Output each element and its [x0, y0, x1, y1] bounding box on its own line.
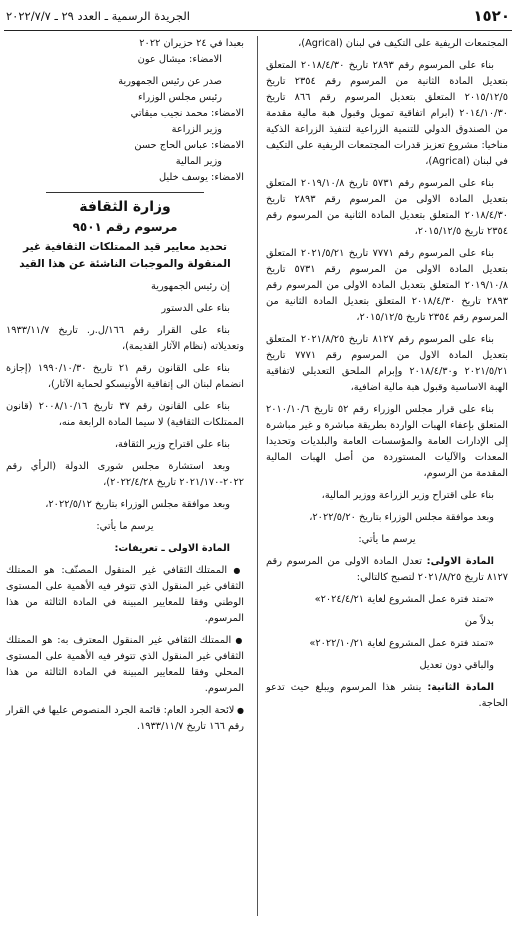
article-1 [266, 554, 508, 586]
decrees-line: يرسم ما يأتي: [96, 521, 154, 532]
instead-line: بدلاً من [464, 616, 494, 627]
paragraph: وبعد موافقة مجلس الوزراء بتاريخ ٢٠٢٢/٥/١٢، [45, 499, 230, 510]
journal-title: الجريدة الرسمية ـ العدد ٢٩ ـ ٢٠٢٢/٧/٧ [6, 9, 190, 23]
article-2-text: ينشر هذا المرسوم ويبلغ حيث تدعو الحاجة. [266, 682, 508, 709]
article-1-text: تعدل المادة الاولى من المرسوم رقم ٨١٢٧ تاريخ ٢٠٢١/٨/٢٥ لتصبح كالتالي: [266, 556, 508, 583]
pm-title: رئيس مجلس الوزراء [138, 92, 222, 103]
fin-title: وزير المالية [175, 156, 222, 167]
agri-title: وزير الزراعة [171, 124, 222, 135]
rest-line: والباقي دون تعديل [419, 660, 494, 671]
paragraph: بناء على قرار مجلس الوزراء رقم ٥٢ تاريخ ٢٠١٠/١٠/٦ المتعلق بإعفاء الهبات الواردة بطريقة مباشرة و غير مباشرة إلى الإدارات العامة والمؤسسات العامة والبلديات وتحديدا المعدات والآليات المستوردة من أصل الهبات المالية المقدمة من الرسوم، [266, 404, 508, 479]
decree-title: تحديد معايير قيد الممتلكات الثقافية غير المنقولة والموجبات الناشئة عن هذا القيد [19, 241, 231, 270]
signature-president: الامضاء: ميشال عون [137, 54, 222, 65]
paragraph: بناء على المرسوم رقم ٧٧٧١ تاريخ ٢٠٢١/٥/٢١ المتعلق بتعديل المادة الاولى من المرسوم رقم ٥٧٣١ تاريخ ٢٠١٩/١٠/٨ المتعلق بتعديل المادة الاولى من المرسوم رقم ٢٨٩٣ تاريخ ٢٠١٨/٤/٣٠ المتعلق بتعديل المادة الثانية من المرسوم رقم ٢٣٥٤ تاريخ ٢٠١٥/١٢/٥، [266, 248, 509, 323]
column-divider [257, 36, 258, 916]
paragraph: بناء على المرسوم رقم ٥٧٣١ تاريخ ٢٠١٩/١٠/٨ المتعلق بتعديل المادة الاولى من المرسوم رقم ٢٨٩٣ تاريخ ٢٠١٨/٤/٣٠ المتعلق بتعديل المادة الثانية من المرسوم رقم ٢٣٥٤ تاريخ ٢٠١٥/١٢/٥، [266, 178, 509, 237]
signature-agri: الامضاء: عباس الحاج حسن [134, 140, 244, 151]
paragraph: وبعد استشارة مجلس شورى الدولة (الرأي رقم ٢٠٢٢-٢٠٢١/١٧٠ تاريخ ٢٠٢٢/٤/٢٨)، [6, 461, 244, 488]
definition-item: ● الممتلك الثقافي غير المنقول المصنّف: هو الممتلك الثقافي غير المنقول الذي تتوفر فيه الأهمية على المستوى الوطني وفقا للمعايير المبينة في المادة الثالثة من هذا المرسوم. [6, 563, 244, 627]
signature-pm: الامضاء: محمد نجيب ميقاتي [130, 108, 244, 119]
paragraph: بناء على المرسوم رقم ٢٨٩٣ تاريخ ٢٠١٨/٤/٣٠ المتعلق بتعديل المادة الثانية من المرسوم رقم ٢٣٥٤ تاريخ ٢٠١٥/١٢/٥ المتعلق بتعديل المرسوم رقم ٨٦٦ تاريخ ٢٠١٤/١٠/٣٠ (ابرام اتفاقية تمويل وقبول هبة مالية مقدمة من الصندوق الدولي للتنمية الزراعية لتنفيذ الزراعة الذكية مناخيا: مشروع تعزيز قدرات المجتمعات الريفية على التكيف في لبنان (Agrical)، [266, 60, 508, 167]
quote-1: «تمتد فترة عمل المشروع لغاية ٢٠٢٤/٤/٢١» [314, 594, 494, 605]
definition-item: ● لائحة الجرد العام: قائمة الجرد المنصوص عليها في القرار رقم ١٦٦ تاريخ ١٩٣٣/١١/٧. [6, 703, 244, 735]
paragraph: إن رئيس الجمهورية [150, 281, 230, 292]
paragraph: بناء على اقتراح وزير الثقافة، [114, 439, 230, 450]
paragraph: بناء على القرار رقم ١٦٦/ل.ر. تاريخ ١٩٣٣/١١/٧ وتعديلاته (نظام الآثار القديمة)، [6, 325, 244, 352]
header-rule [4, 30, 512, 31]
quote-2: «تمتد فترة عمل المشروع لغاية ٢٠٢٢/١٠/٢١» [309, 638, 494, 649]
signature-fin: الامضاء: يوسف خليل [159, 172, 244, 183]
decrees-line: يرسم ما يأتي: [358, 534, 416, 545]
date-line: بعبدا في ٢٤ حزيران ٢٠٢٢ [139, 38, 244, 49]
paragraph: بناء على القانون رقم ٢١ تاريخ ١٩٩٠/١٠/٣٠ (إجازة انضمام لبنان الى إتفاقية الأونيسكو لحماية الآثار)، [6, 363, 244, 390]
paragraph: بناء على المرسوم رقم ٨١٢٧ تاريخ ٢٠٢١/٨/٢٥ المتعلق بتعديل المادة الاول من المرسوم رقم ٧٧٧١ تاريخ ٢٠٢١/٥/٢١ و٢٠١٨/٤/٣٠ وإبرام الملحق التعديلي لاتفاقية الهبة الاساسية وقبول هبة مالية اضافية، [266, 334, 508, 393]
paragraph: بناء على الدستور [161, 303, 230, 314]
ministry-heading: وزارة الثقافة [79, 199, 171, 215]
left-column [6, 36, 244, 741]
page-header [6, 6, 510, 26]
article-2 [266, 680, 508, 712]
article-1-heading: المادة الاولى ـ تعريفات: [114, 543, 230, 554]
decree-number: مرسوم رقم ٩٥٠١ [72, 220, 178, 234]
right-column [266, 36, 508, 718]
paragraph: وبعد موافقة مجلس الوزراء بتاريخ ٢٠٢٢/٥/٢٠، [309, 512, 494, 523]
paragraph: المجتمعات الريفية على التكيف في لبنان (Agrical)، [298, 38, 508, 49]
paragraph: بناء على القانون رقم ٣٧ تاريخ ٢٠٠٨/١٠/١٦ (قانون الممتلكات الثقافية) لا سيما المادة الرابعة منه، [6, 401, 244, 428]
article-2-label: المادة الثانية: [427, 682, 494, 693]
section-divider [46, 192, 204, 193]
definition-item: ● الممتلك الثقافي غير المنقول المعترف به: هو الممتلك الثقافي غير المنقول الذي تتوفر فيه الأهمية على المستوى المحلي وفقا للمعايير المبينة في المادة الثالثة من هذا المرسوم. [6, 633, 244, 697]
issued-by: صدر عن رئيس الجمهورية [118, 76, 222, 87]
article-1-label: المادة الاولى: [426, 556, 495, 567]
page-number: ١٥٢٠ [473, 7, 510, 25]
paragraph: بناء على اقتراح وزير الزراعة ووزير المالية، [321, 490, 494, 501]
